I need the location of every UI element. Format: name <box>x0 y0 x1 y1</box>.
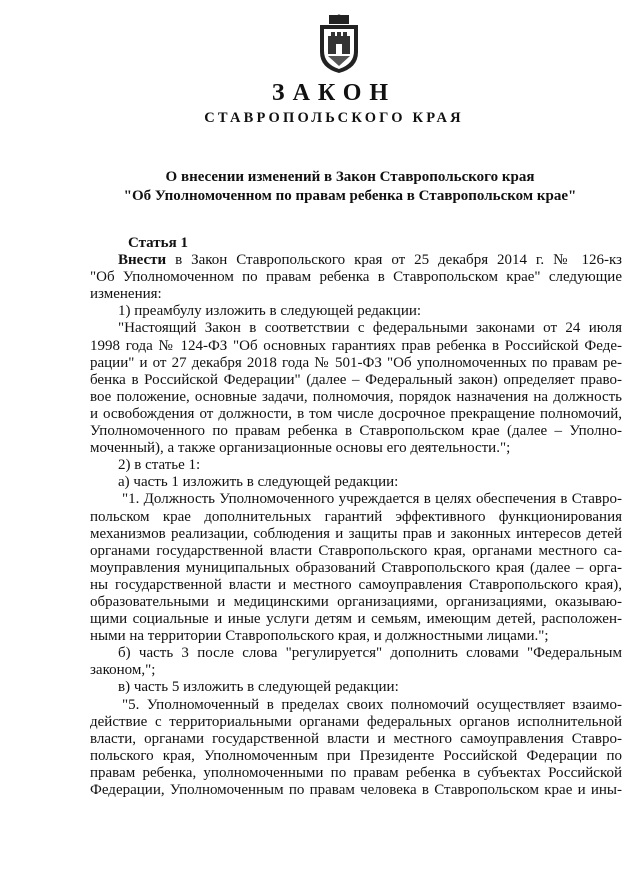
list-item: б) часть 3 после слова "регулируется" дополнить словами "Федеральным <box>118 645 622 662</box>
quote-line: 1998 года № 124-ФЗ "Об основных гарантиях прав ребенка в Российской Феде- <box>90 337 622 354</box>
body-line <box>90 252 622 269</box>
quote-line: "1. Должность Уполномоченного учреждается в целях обеспечения в Ставро- <box>122 491 622 508</box>
article-label: Статья 1 <box>128 235 188 251</box>
quote-line: власти, органами государственной власти и местного самоуправления Ставро- <box>90 730 622 747</box>
quote-line: вое положение, основные задачи, полномочия, порядок назначения на должность <box>90 388 622 405</box>
intro-bold: Внести <box>118 252 167 269</box>
document-title: ЗАКОН <box>271 80 397 106</box>
body-line: изменения: <box>90 286 162 303</box>
quote-line: польском крае дополнительных гарантий эффективного функционирования <box>90 508 622 525</box>
quote-line: щими социальные и иные услуги детям и семьям, имеющим детей, расположен- <box>90 611 622 628</box>
quote-line: действие с территориальными органами федеральных органов исполнительной <box>90 713 622 730</box>
quote-line: "Настоящий Закон в соответствии с федеральными законами от 24 июля <box>118 320 622 337</box>
quote-line: ны государственной власти и местного самоуправления Ставропольского края), <box>90 576 622 593</box>
quote-line: и освобождения от должности, в том числе досрочное прекращение полномочий, <box>90 405 622 422</box>
quote-line: Федерации, Уполномоченным по правам человека в Ставропольском крае и ины- <box>90 782 622 798</box>
quote-line: моуправления муниципальных образований Ставропольского края (далее – орга- <box>90 559 622 576</box>
list-item: 1) преамбулу изложить в следующей редакции: <box>118 303 422 320</box>
body-line: законом,"; <box>90 662 156 679</box>
quote-line: бенка в Российской Федерации" (далее – Федеральный закон) определяет право- <box>90 371 622 388</box>
quote-line: механизмов реализации, соблюдения и защиты прав и законных интересов детей <box>90 525 622 542</box>
quote-line: правам ребенка, уполномоченными по правам ребенка в субъектах Российской <box>90 764 622 781</box>
heading-line-2: "Об Уполномоченном по правам ребенка в Ставропольском крае" <box>123 188 577 204</box>
document-subtitle: СТАВРОПОЛЬСКОГО КРАЯ <box>204 110 464 126</box>
intro-rest: в Закон Ставропольского края от 25 декабря 2014 г. № 126-кз <box>166 252 622 269</box>
document-body <box>90 235 622 799</box>
quote-line: образовательными и медицинскими организациями, организациями, оказываю- <box>90 593 622 610</box>
quote-line: польского края, Уполномоченным при Президенте Российской Федерации по <box>90 747 622 764</box>
quote-line: "5. Уполномоченный в пределах своих полномочий осуществляет взаимо- <box>122 696 622 713</box>
list-item: в) часть 5 изложить в следующей редакции: <box>118 679 399 696</box>
coat-of-arms-icon <box>316 14 362 74</box>
quote-line: Уполномоченного по правам ребенка в Ставропольском крае (далее – Уполно- <box>90 423 622 440</box>
heading-line-1: О внесении изменений в Закон Ставропольского края <box>165 169 535 185</box>
quote-line: моченный), а также организационные основы его деятельности."; <box>90 440 511 457</box>
list-item: 2) в статье 1: <box>118 457 201 474</box>
law-heading <box>60 168 640 206</box>
body-line: "Об Уполномоченном по правам ребенка в Ставропольском крае" следующие <box>90 269 622 286</box>
quote-line: ными на территории Ставропольского края, и должностными лицами."; <box>90 628 549 645</box>
quote-line: органами государственной власти Ставропольского края, органами местного са- <box>90 542 622 559</box>
quote-line: рации" и от 27 декабря 2018 года № 501-ФЗ "Об уполномоченных по правам ре- <box>90 354 622 371</box>
list-item: а) часть 1 изложить в следующей редакции: <box>118 474 399 491</box>
